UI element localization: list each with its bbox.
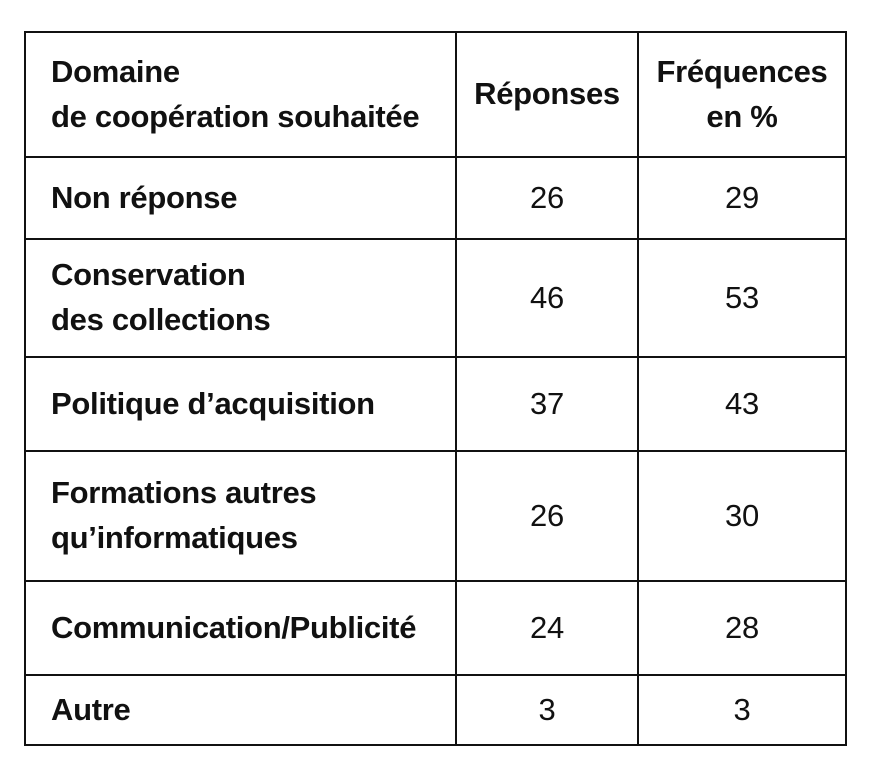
- row-responses: 3: [456, 675, 638, 745]
- row-label: [25, 239, 456, 357]
- row-label-line2: des collections: [51, 302, 271, 337]
- header-responses-label: Réponses: [474, 76, 620, 112]
- row-label-line1: Non réponse: [51, 179, 238, 215]
- header-row: [25, 32, 846, 157]
- row-responses: 26: [456, 451, 638, 581]
- table-row: [25, 451, 846, 581]
- row-frequency: 28: [638, 581, 846, 675]
- row-label-line1: Politique d’acquisition: [51, 385, 375, 421]
- row-label: [25, 581, 456, 675]
- row-frequency: 30: [638, 451, 846, 581]
- row-label-line1: Formations autres: [51, 475, 317, 511]
- table-row: [25, 581, 846, 675]
- header-frequency-line1: Fréquences: [656, 53, 828, 89]
- row-responses: 46: [456, 239, 638, 357]
- header-frequency: [638, 32, 846, 157]
- header-domain: [25, 32, 456, 157]
- row-label: [25, 157, 456, 239]
- row-label-line1: Conservation: [51, 257, 246, 293]
- row-label-line1: Communication/Publicité: [51, 609, 417, 645]
- row-label: [25, 675, 456, 745]
- row-frequency: 29: [638, 157, 846, 239]
- row-frequency: 3: [638, 675, 846, 745]
- cooperation-table: [24, 31, 847, 746]
- row-responses: 24: [456, 581, 638, 675]
- row-responses: 26: [456, 157, 638, 239]
- row-label-line2: qu’informatiques: [51, 520, 298, 555]
- row-label: [25, 451, 456, 581]
- header-domain-line1: Domaine: [51, 53, 180, 89]
- row-frequency: 53: [638, 239, 846, 357]
- row-frequency: 43: [638, 357, 846, 451]
- header-frequency-line2: en %: [706, 98, 778, 134]
- row-label-line1: Autre: [51, 691, 131, 727]
- header-responses: [456, 32, 638, 157]
- header-domain-line2: de coopération souhaitée: [51, 98, 420, 134]
- table-row: [25, 675, 846, 745]
- row-responses: 37: [456, 357, 638, 451]
- table-row: [25, 239, 846, 357]
- table-row: [25, 157, 846, 239]
- row-label: [25, 357, 456, 451]
- table-row: [25, 357, 846, 451]
